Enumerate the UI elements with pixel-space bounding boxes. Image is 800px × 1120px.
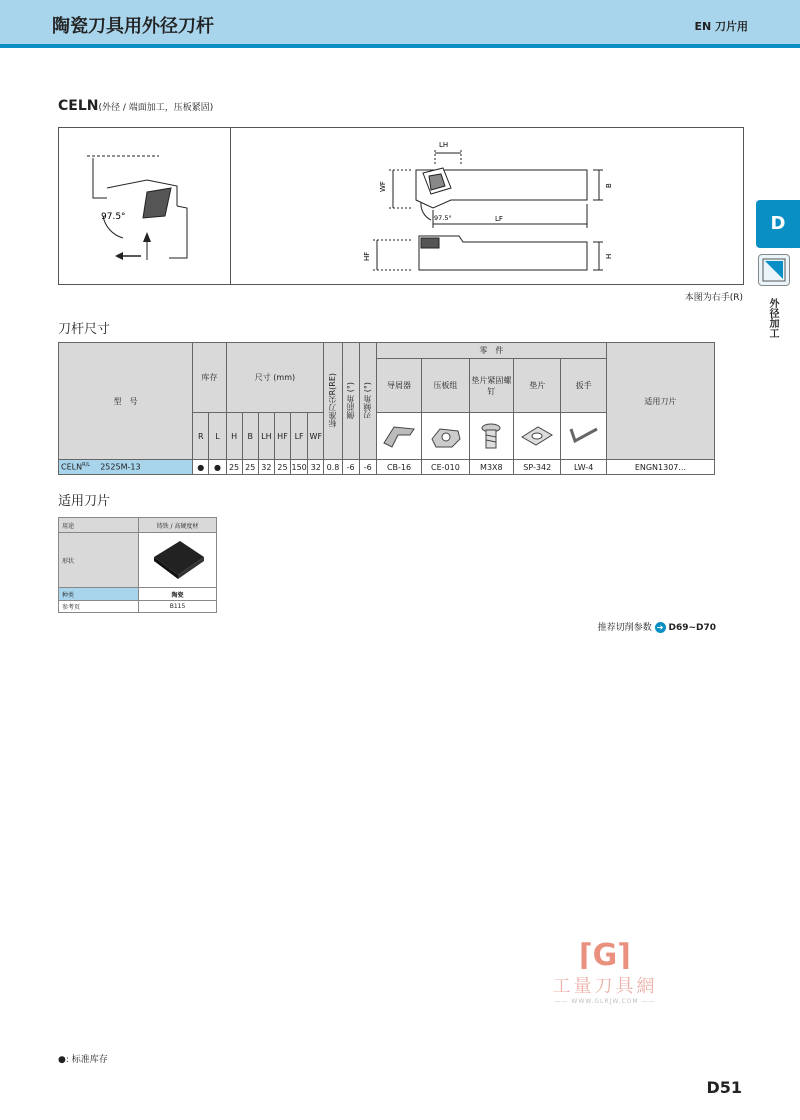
dim-wf-label: WF: [379, 181, 387, 192]
header-dim-lh: LH: [258, 413, 274, 460]
row-stock-r: ●: [193, 460, 209, 475]
dim-h-label: H: [605, 253, 613, 259]
footnote: ●: 标准库存: [58, 1055, 108, 1065]
watermark-name: 工量刀具網: [552, 976, 658, 997]
header-dim-b: B: [242, 413, 258, 460]
screw-icon: [469, 413, 513, 460]
holder-spec-table: [58, 342, 715, 475]
wrench-icon: [561, 413, 606, 460]
header-applicable-insert: 适用刀片: [606, 343, 714, 460]
insert-shape-label: 形状: [59, 533, 139, 588]
dim-angle-label: 97.5°: [434, 214, 452, 222]
watermark: [540, 940, 670, 1005]
section-insert-title: 适用刀片: [58, 494, 111, 509]
insert-shape-image: [139, 533, 217, 588]
row-dim-wf: 32: [308, 460, 324, 475]
tool-drawing: [59, 128, 745, 286]
part-name-chipbreaker: 导屑器: [376, 359, 421, 413]
row-inclination: -6: [359, 460, 376, 475]
header-nose-radius: 标准刀尖R(RE): [324, 343, 342, 460]
row-dim-h: 25: [226, 460, 242, 475]
row-side-rake: -6: [342, 460, 359, 475]
insert-ref-label: 参考页: [59, 601, 139, 613]
diagram-note: 本图为右手(R): [684, 293, 743, 303]
insert-type-label: 种类: [59, 588, 139, 601]
row-dim-lf: 150: [291, 460, 308, 475]
header-dim-wf: WF: [308, 413, 324, 460]
model-code: CELN: [58, 98, 99, 114]
row-dim-b: 25: [242, 460, 258, 475]
row-part-wrench: LW-4: [561, 460, 606, 475]
chapter-label: 外径加工: [767, 298, 778, 338]
insert-table: [58, 517, 217, 613]
watermark-logo-icon: ⌈G⌉: [578, 938, 632, 973]
model-subtitle: (外径 / 端面加工，压板紧固): [98, 103, 214, 113]
dim-lf-label: LF: [495, 215, 503, 223]
insert-type-value: 陶瓷: [139, 588, 217, 601]
row-nose-radius: 0.8: [324, 460, 342, 475]
clamp-icon: [422, 413, 469, 460]
dim-lh-label: LH: [439, 141, 449, 149]
header-dim-h: H: [226, 413, 242, 460]
row-part-clamp: CE-010: [422, 460, 469, 475]
dim-b-label: B: [605, 183, 613, 188]
insert-usage-label: 用途: [59, 518, 139, 533]
header-dim-lf: LF: [291, 413, 308, 460]
header-dimensions: 尺寸 (mm): [226, 343, 324, 413]
table-row: [59, 460, 715, 475]
part-name-shim: 垫片: [514, 359, 561, 413]
model-heading: [58, 98, 213, 114]
row-model: $CELN^{R/L}$ 2525M-13: [59, 460, 193, 475]
page-number: D51: [706, 1078, 742, 1097]
header-stock: 库存: [193, 343, 226, 413]
header-model: 型 号: [59, 343, 193, 460]
page-title: 陶瓷刀具用外径刀杆: [52, 16, 214, 37]
dim-hf-label: HF: [363, 251, 371, 261]
part-name-clamp: 压板组: [422, 359, 469, 413]
recommend-link[interactable]: [598, 620, 716, 633]
header-stock-r: R: [193, 413, 209, 460]
row-part-screw: M3X8: [469, 460, 513, 475]
row-stock-l: ●: [209, 460, 226, 475]
watermark-url: —— WWW.GLRJW.COM ——: [554, 998, 656, 1005]
turning-insert-icon: [758, 254, 790, 286]
header-parts: 零 件: [376, 343, 606, 359]
recommend-text: 推荐切削参数: [597, 623, 652, 633]
part-name-shim-screw: 垫片紧固螺钉: [469, 359, 513, 413]
recommend-pages: D69~D70: [668, 623, 716, 633]
part-name-wrench: 扳手: [561, 359, 606, 413]
arrow-right-icon: ➔: [655, 622, 666, 633]
header-insert-type: EN 刀片用: [694, 20, 748, 33]
left-angle-label: 97.5°: [101, 212, 126, 222]
row-part-chipbreaker: CB-16: [376, 460, 421, 475]
insert-usage-value: 铸铁 / 高硬度材: [139, 518, 217, 533]
tool-diagram: [58, 127, 744, 285]
header-stock-l: L: [209, 413, 226, 460]
section-holder-title: 刀杆尺寸: [58, 322, 111, 337]
row-insert: ENGN1307...: [606, 460, 714, 475]
page-header: [0, 0, 800, 48]
insert-ref-value: B115: [139, 601, 217, 613]
row-dim-hf: 25: [274, 460, 290, 475]
shim-icon: [514, 413, 561, 460]
chipbreaker-icon: [376, 413, 421, 460]
row-part-shim: SP-342: [514, 460, 561, 475]
chapter-tab[interactable]: D: [756, 200, 800, 248]
header-dim-hf: HF: [274, 413, 290, 460]
header-side-rake: 侧前角 (°): [342, 343, 359, 460]
row-dim-lh: 32: [258, 460, 274, 475]
header-inclination: 刃倾角 (°): [359, 343, 376, 460]
